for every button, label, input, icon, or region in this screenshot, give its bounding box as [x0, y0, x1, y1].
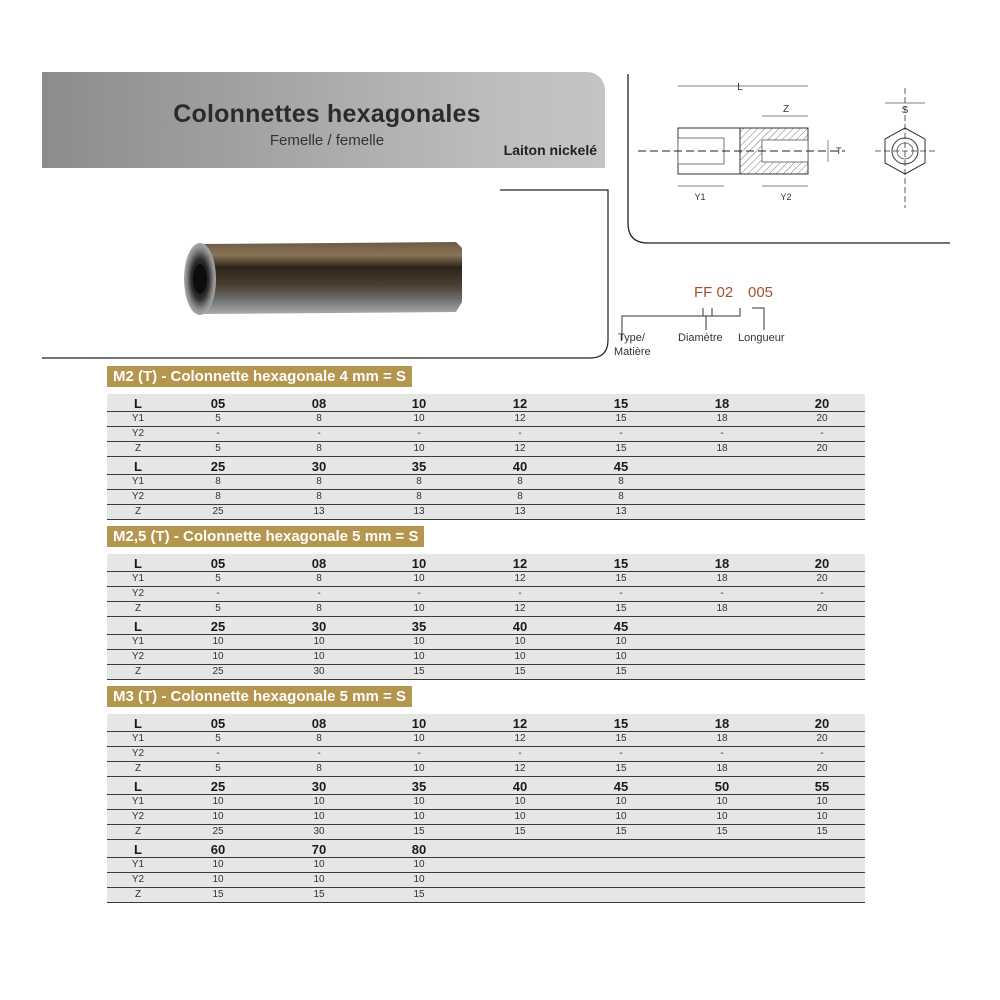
- table-cell: 8: [517, 491, 523, 502]
- table-cell: 12: [512, 396, 528, 411]
- table-cell: 10: [313, 859, 325, 870]
- table-row-y2: [107, 873, 865, 888]
- table-row-z: [107, 825, 865, 840]
- table-cell: 5: [215, 413, 221, 424]
- table-cell: 10: [212, 811, 224, 822]
- table-cell: -: [518, 428, 522, 439]
- table-row-z: [107, 602, 865, 617]
- reference-part2: 005: [748, 284, 774, 301]
- table-cell: 10: [413, 763, 425, 774]
- table-cell: 8: [316, 603, 322, 614]
- table-row-y1: [107, 572, 865, 587]
- table-cell: 8: [517, 476, 523, 487]
- table-cell: 12: [514, 573, 526, 584]
- row-label: Z: [134, 603, 142, 614]
- section-title: M2,5 (T) - Colonnette hexagonale 5 mm = S: [107, 526, 424, 547]
- table-row-y1: [107, 635, 865, 650]
- table-cell: 15: [615, 603, 627, 614]
- table-cell: 10: [212, 874, 224, 885]
- table-cell: 20: [814, 716, 830, 731]
- table-cell: -: [518, 588, 522, 599]
- table-cell: 15: [615, 573, 627, 584]
- table-cell: 15: [615, 413, 627, 424]
- row-label: Y2: [131, 811, 145, 822]
- table-row-z: [107, 762, 865, 777]
- label-length: Longueur: [738, 332, 785, 344]
- table-cell: 40: [512, 619, 528, 634]
- technical-drawing: [620, 68, 960, 248]
- row-label: L: [134, 619, 142, 634]
- table-cell: 10: [514, 811, 526, 822]
- table-cell: 18: [714, 396, 730, 411]
- row-label: Y2: [131, 428, 145, 439]
- table-cell: 30: [311, 619, 327, 634]
- row-label: Z: [134, 889, 142, 900]
- table-cell: 10: [313, 796, 325, 807]
- table-cell: 18: [716, 443, 728, 454]
- table-cell: 15: [615, 733, 627, 744]
- table-row-y1: [107, 732, 865, 747]
- table-cell: 10: [816, 811, 828, 822]
- table-cell: 10: [514, 651, 526, 662]
- table-cell: 08: [311, 716, 327, 731]
- table-cell: 25: [212, 506, 224, 517]
- standoff-thread-hole: [193, 264, 207, 294]
- table-cell: 8: [416, 476, 422, 487]
- table-cell: -: [417, 748, 421, 759]
- table-row-y2: [107, 650, 865, 665]
- table-cell: 10: [212, 796, 224, 807]
- table-cell: 10: [716, 811, 728, 822]
- table-cell: 15: [613, 716, 629, 731]
- page-title: Colonnettes hexagonales: [173, 100, 481, 128]
- label-diameter: Diamètre: [678, 332, 723, 344]
- table-cell: -: [720, 588, 724, 599]
- length-header-row: [107, 777, 865, 795]
- table-cell: -: [820, 588, 824, 599]
- table-cell: 25: [210, 779, 226, 794]
- table-cell: 35: [411, 459, 427, 474]
- table-cell: 10: [313, 636, 325, 647]
- table-cell: 80: [411, 842, 427, 857]
- table-cell: -: [820, 428, 824, 439]
- table-cell: 35: [411, 619, 427, 634]
- section-title: M2 (T) - Colonnette hexagonale 4 mm = S: [107, 366, 412, 387]
- table-cell: 5: [215, 733, 221, 744]
- table-cell: -: [619, 748, 623, 759]
- table-cell: 15: [816, 826, 828, 837]
- table-cell: 25: [212, 666, 224, 677]
- table-cell: 25: [210, 619, 226, 634]
- row-label: Y1: [131, 636, 145, 647]
- length-header-row: [107, 617, 865, 635]
- material-label: Laiton nickelé: [503, 142, 597, 158]
- table-cell: 40: [512, 459, 528, 474]
- table-cell: 12: [514, 603, 526, 614]
- table-cell: 08: [311, 396, 327, 411]
- reference-code: [600, 280, 820, 370]
- table-cell: 30: [313, 826, 325, 837]
- table-cell: -: [518, 748, 522, 759]
- table-cell: 20: [816, 733, 828, 744]
- table-cell: 18: [716, 763, 728, 774]
- table-cell: 5: [215, 603, 221, 614]
- table-cell: 18: [716, 413, 728, 424]
- table-cell: 45: [613, 779, 629, 794]
- table-cell: 8: [215, 476, 221, 487]
- table-row-y1: [107, 475, 865, 490]
- table-cell: 10: [413, 733, 425, 744]
- row-label: Y1: [131, 796, 145, 807]
- table-cell: 10: [615, 651, 627, 662]
- section-title: M3 (T) - Colonnette hexagonale 5 mm = S: [107, 686, 412, 707]
- table-cell: -: [417, 428, 421, 439]
- table-cell: -: [720, 748, 724, 759]
- table-cell: 10: [716, 796, 728, 807]
- row-label: Z: [134, 763, 142, 774]
- row-label: Y2: [131, 651, 145, 662]
- table-cell: 12: [512, 556, 528, 571]
- length-header-row: [107, 840, 865, 858]
- dim-Y2-label: Y2: [780, 192, 792, 202]
- table-cell: 10: [514, 636, 526, 647]
- table-cell: 10: [615, 796, 627, 807]
- length-header-row: [107, 714, 865, 732]
- reference-part1: FF 02: [694, 284, 734, 301]
- row-label: L: [134, 556, 142, 571]
- table-cell: 15: [413, 889, 425, 900]
- table-cell: 8: [416, 491, 422, 502]
- table-cell: 15: [716, 826, 728, 837]
- table-cell: 10: [816, 796, 828, 807]
- table-cell: 15: [212, 889, 224, 900]
- table-cell: 18: [716, 603, 728, 614]
- length-header-row: [107, 554, 865, 572]
- table-cell: 8: [316, 476, 322, 487]
- table-cell: 10: [411, 396, 427, 411]
- table-cell: 18: [716, 573, 728, 584]
- table-cell: 20: [816, 763, 828, 774]
- table-cell: 25: [212, 826, 224, 837]
- row-label: Y1: [131, 733, 145, 744]
- row-label: Z: [134, 826, 142, 837]
- table-cell: 13: [413, 506, 425, 517]
- row-label: L: [134, 716, 142, 731]
- row-label: Y1: [131, 413, 145, 424]
- table-row-y1: [107, 795, 865, 810]
- table-cell: 15: [313, 889, 325, 900]
- row-label: Z: [134, 666, 142, 677]
- spec-table: [107, 714, 865, 903]
- table-cell: 10: [413, 651, 425, 662]
- table-cell: -: [216, 428, 220, 439]
- table-row-y2: [107, 810, 865, 825]
- spec-table: [107, 554, 865, 680]
- table-row-y2: [107, 587, 865, 602]
- table-cell: 10: [212, 859, 224, 870]
- row-label: L: [134, 842, 142, 857]
- table-cell: 10: [313, 651, 325, 662]
- product-photo: [170, 232, 470, 322]
- table-row-z: [107, 665, 865, 680]
- table-row-y2: [107, 747, 865, 762]
- spec-table: [107, 394, 865, 520]
- row-label: Y1: [131, 476, 145, 487]
- table-cell: 05: [210, 716, 226, 731]
- row-label: L: [134, 396, 142, 411]
- table-cell: 8: [316, 491, 322, 502]
- dim-Z-label: Z: [782, 104, 790, 115]
- table-cell: 10: [413, 874, 425, 885]
- table-cell: 15: [615, 666, 627, 677]
- table-cell: 20: [814, 556, 830, 571]
- table-cell: 10: [413, 859, 425, 870]
- table-cell: 40: [512, 779, 528, 794]
- table-cell: 50: [714, 779, 730, 794]
- table-cell: 45: [613, 459, 629, 474]
- table-cell: 10: [411, 716, 427, 731]
- table-cell: 18: [716, 733, 728, 744]
- table-cell: 10: [615, 636, 627, 647]
- table-cell: 15: [613, 396, 629, 411]
- table-cell: 10: [615, 811, 627, 822]
- table-cell: 12: [514, 413, 526, 424]
- dim-L-label: L: [737, 82, 743, 93]
- table-cell: 10: [313, 811, 325, 822]
- table-cell: 8: [215, 491, 221, 502]
- table-cell: 8: [316, 733, 322, 744]
- table-cell: -: [317, 748, 321, 759]
- table-cell: 25: [210, 459, 226, 474]
- table-cell: 10: [413, 796, 425, 807]
- dim-Y1-label: Y1: [694, 192, 706, 202]
- table-cell: 15: [514, 666, 526, 677]
- table-cell: 10: [411, 556, 427, 571]
- table-cell: -: [317, 588, 321, 599]
- table-cell: 10: [413, 413, 425, 424]
- table-cell: 10: [413, 603, 425, 614]
- dim-T-label: T: [836, 146, 842, 156]
- table-cell: -: [720, 428, 724, 439]
- table-cell: 10: [413, 443, 425, 454]
- row-label: Y2: [131, 748, 145, 759]
- table-cell: 8: [316, 443, 322, 454]
- table-cell: 05: [210, 396, 226, 411]
- table-cell: 10: [413, 573, 425, 584]
- table-cell: 45: [613, 619, 629, 634]
- table-row-z: [107, 888, 865, 903]
- table-cell: -: [820, 748, 824, 759]
- table-cell: 15: [615, 763, 627, 774]
- table-cell: 35: [411, 779, 427, 794]
- table-cell: 70: [311, 842, 327, 857]
- table-cell: 20: [816, 603, 828, 614]
- row-label: Z: [134, 443, 142, 454]
- table-cell: 30: [311, 779, 327, 794]
- table-cell: 12: [512, 716, 528, 731]
- row-label: L: [134, 459, 142, 474]
- table-cell: 20: [816, 573, 828, 584]
- table-row-y1: [107, 412, 865, 427]
- table-cell: -: [417, 588, 421, 599]
- row-label: Y1: [131, 573, 145, 584]
- table-row-y2: [107, 490, 865, 505]
- table-cell: -: [216, 748, 220, 759]
- table-cell: 10: [212, 651, 224, 662]
- table-cell: 5: [215, 443, 221, 454]
- table-cell: 55: [814, 779, 830, 794]
- table-cell: 30: [313, 666, 325, 677]
- row-label: Y1: [131, 859, 145, 870]
- table-cell: 13: [615, 506, 627, 517]
- table-cell: 13: [514, 506, 526, 517]
- table-cell: 10: [212, 636, 224, 647]
- table-cell: 13: [313, 506, 325, 517]
- table-cell: 5: [215, 763, 221, 774]
- standoff-body: [200, 242, 462, 314]
- table-cell: 15: [615, 826, 627, 837]
- table-cell: 05: [210, 556, 226, 571]
- table-cell: 20: [816, 443, 828, 454]
- table-row-z: [107, 442, 865, 457]
- label-type: Type/: [618, 332, 645, 344]
- row-label: Z: [134, 506, 142, 517]
- table-cell: -: [216, 588, 220, 599]
- table-cell: -: [619, 428, 623, 439]
- table-row-y2: [107, 427, 865, 442]
- reference-connectors: [600, 280, 820, 340]
- table-cell: 18: [714, 716, 730, 731]
- table-cell: 18: [714, 556, 730, 571]
- label-type-material: Matière: [614, 346, 651, 358]
- table-cell: 8: [316, 573, 322, 584]
- table-cell: 10: [514, 796, 526, 807]
- row-label: Y2: [131, 491, 145, 502]
- table-cell: 15: [514, 826, 526, 837]
- table-cell: 8: [618, 476, 624, 487]
- table-cell: 60: [210, 842, 226, 857]
- table-cell: 08: [311, 556, 327, 571]
- row-label: L: [134, 779, 142, 794]
- table-cell: 8: [316, 763, 322, 774]
- table-cell: 8: [618, 491, 624, 502]
- table-cell: 10: [313, 874, 325, 885]
- length-header-row: [107, 457, 865, 475]
- table-cell: 20: [816, 413, 828, 424]
- table-row-z: [107, 505, 865, 520]
- table-cell: 12: [514, 763, 526, 774]
- table-cell: -: [317, 428, 321, 439]
- table-cell: 10: [413, 811, 425, 822]
- table-cell: 15: [613, 556, 629, 571]
- table-cell: 15: [615, 443, 627, 454]
- table-cell: -: [619, 588, 623, 599]
- length-header-row: [107, 394, 865, 412]
- row-label: Y2: [131, 874, 145, 885]
- dim-S-label: S: [901, 105, 909, 116]
- row-label: Y2: [131, 588, 145, 599]
- table-cell: 15: [413, 826, 425, 837]
- table-cell: 12: [514, 733, 526, 744]
- table-cell: 12: [514, 443, 526, 454]
- table-cell: 15: [413, 666, 425, 677]
- table-cell: 20: [814, 396, 830, 411]
- table-row-y1: [107, 858, 865, 873]
- page-subtitle: Femelle / femelle: [269, 132, 385, 149]
- table-cell: 5: [215, 573, 221, 584]
- table-cell: 30: [311, 459, 327, 474]
- table-cell: 10: [413, 636, 425, 647]
- table-cell: 8: [316, 413, 322, 424]
